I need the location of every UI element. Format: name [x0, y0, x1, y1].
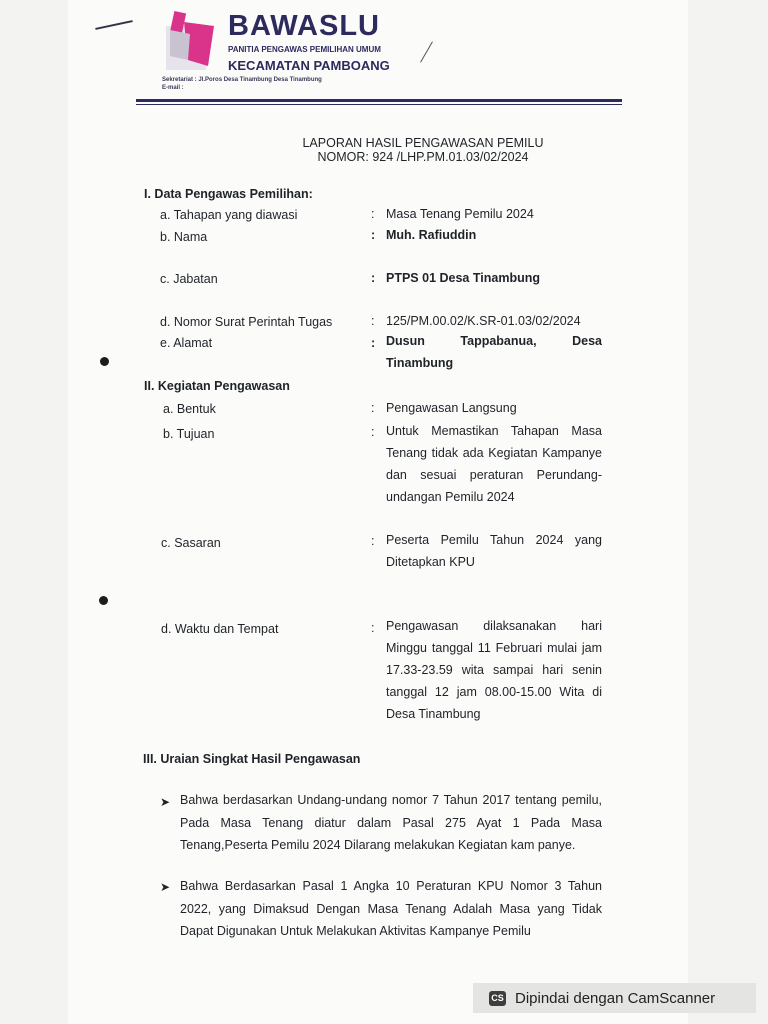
- colon: :: [371, 534, 375, 548]
- camscanner-icon: CS: [489, 991, 506, 1006]
- list-item: Bahwa Berdasarkan Pasal 1 Angka 10 Peraturan KPU Nomor 3 Tahun 2022, yang Dimaksud Dengan Masa Tenang Adalah Masa yang Tidak Dapat Digunakan Untuk Melakukan Aktivitas Kampanye Pemilu: [180, 879, 602, 938]
- bullet-arrow-icon: ➤: [160, 880, 171, 894]
- row-label: e. Alamat: [160, 336, 213, 350]
- punch-hole-mark: [99, 596, 108, 605]
- report-title: LAPORAN HASIL PENGAWASAN PEMILU: [302, 136, 544, 150]
- bullet-arrow-icon: ➤: [160, 795, 171, 809]
- colon: :: [371, 425, 375, 439]
- row-value: Pengawasan Langsung: [386, 401, 517, 415]
- row-label: d. Nomor Surat Perintah Tugas: [160, 315, 333, 329]
- org-address: Sekretariat : Jl.Poros Desa Tinambung Desa Tinambung: [162, 77, 322, 83]
- section-3-heading: III. Uraian Singkat Hasil Pengawasan: [143, 752, 361, 766]
- row-label: d. Waktu dan Tempat: [161, 622, 279, 636]
- row-label: c. Sasaran: [161, 536, 221, 550]
- row-value: Dusun Tappabanua, Desa Tinambung: [386, 334, 602, 370]
- row-label: b. Nama: [160, 230, 208, 244]
- org-email: E-mail :: [162, 85, 184, 91]
- row-value: Pengawasan dilaksanakan hari Minggu tanggal 11 Februari mulai jam 17.33-23.59 wita sampai hari senin tanggal 12 jam 08.00-15.00 Wita di Desa Tinambung: [386, 619, 602, 721]
- org-name: BAWASLU: [228, 10, 380, 42]
- colon: :: [371, 228, 376, 242]
- section-1-heading: I. Data Pengawas Pemilihan:: [144, 187, 313, 201]
- section-2-heading: II. Kegiatan Pengawasan: [144, 379, 290, 393]
- row-value: Untuk Memastikan Tahapan Masa Tenang tidak ada Kegiatan Kampanye dan sesuai peraturan Perundang-undangan Pemilu 2024: [386, 424, 602, 504]
- colon: :: [371, 271, 376, 285]
- header-rule-thick: [136, 99, 622, 102]
- camscanner-watermark: [473, 983, 756, 1013]
- colon: :: [371, 401, 375, 415]
- header-rule-thin: [136, 104, 622, 105]
- report-number: NOMOR: 924 /LHP.PM.01.03/02/2024: [317, 150, 529, 164]
- punch-hole-mark: [100, 357, 109, 366]
- org-subtitle: PANITIA PENGAWAS PEMILIHAN UMUM: [228, 45, 381, 54]
- row-value: PTPS 01 Desa Tinambung: [386, 271, 540, 285]
- colon: :: [371, 314, 375, 328]
- row-label: a. Tahapan yang diawasi: [160, 208, 298, 222]
- row-value: 125/PM.00.02/K.SR-01.03/02/2024: [386, 314, 581, 328]
- row-value: Masa Tenang Pemilu 2024: [386, 207, 534, 221]
- colon: :: [371, 336, 376, 350]
- row-label: a. Bentuk: [163, 402, 216, 416]
- colon: :: [371, 207, 375, 221]
- org-district: KECAMATAN PAMBOANG: [228, 58, 390, 73]
- row-value: Peserta Pemilu Tahun 2024 yang Ditetapkan KPU: [386, 533, 602, 569]
- row-label: b. Tujuan: [163, 427, 215, 441]
- bawaslu-logo: [162, 10, 224, 72]
- colon: :: [371, 621, 375, 635]
- camscanner-text: Dipindai dengan CamScanner: [515, 989, 716, 1007]
- list-item: Bahwa berdasarkan Undang-undang nomor 7 Tahun 2017 tentang pemilu, Pada Masa Tenang diatur dalam Pasal 275 Ayat 1 Pada Masa Tenang,Peserta Pemilu 2024 Dilarang melakukan Kegiatan kam panye.: [180, 793, 602, 852]
- row-value: Muh. Rafiuddin: [386, 228, 477, 242]
- row-label: c. Jabatan: [160, 272, 218, 286]
